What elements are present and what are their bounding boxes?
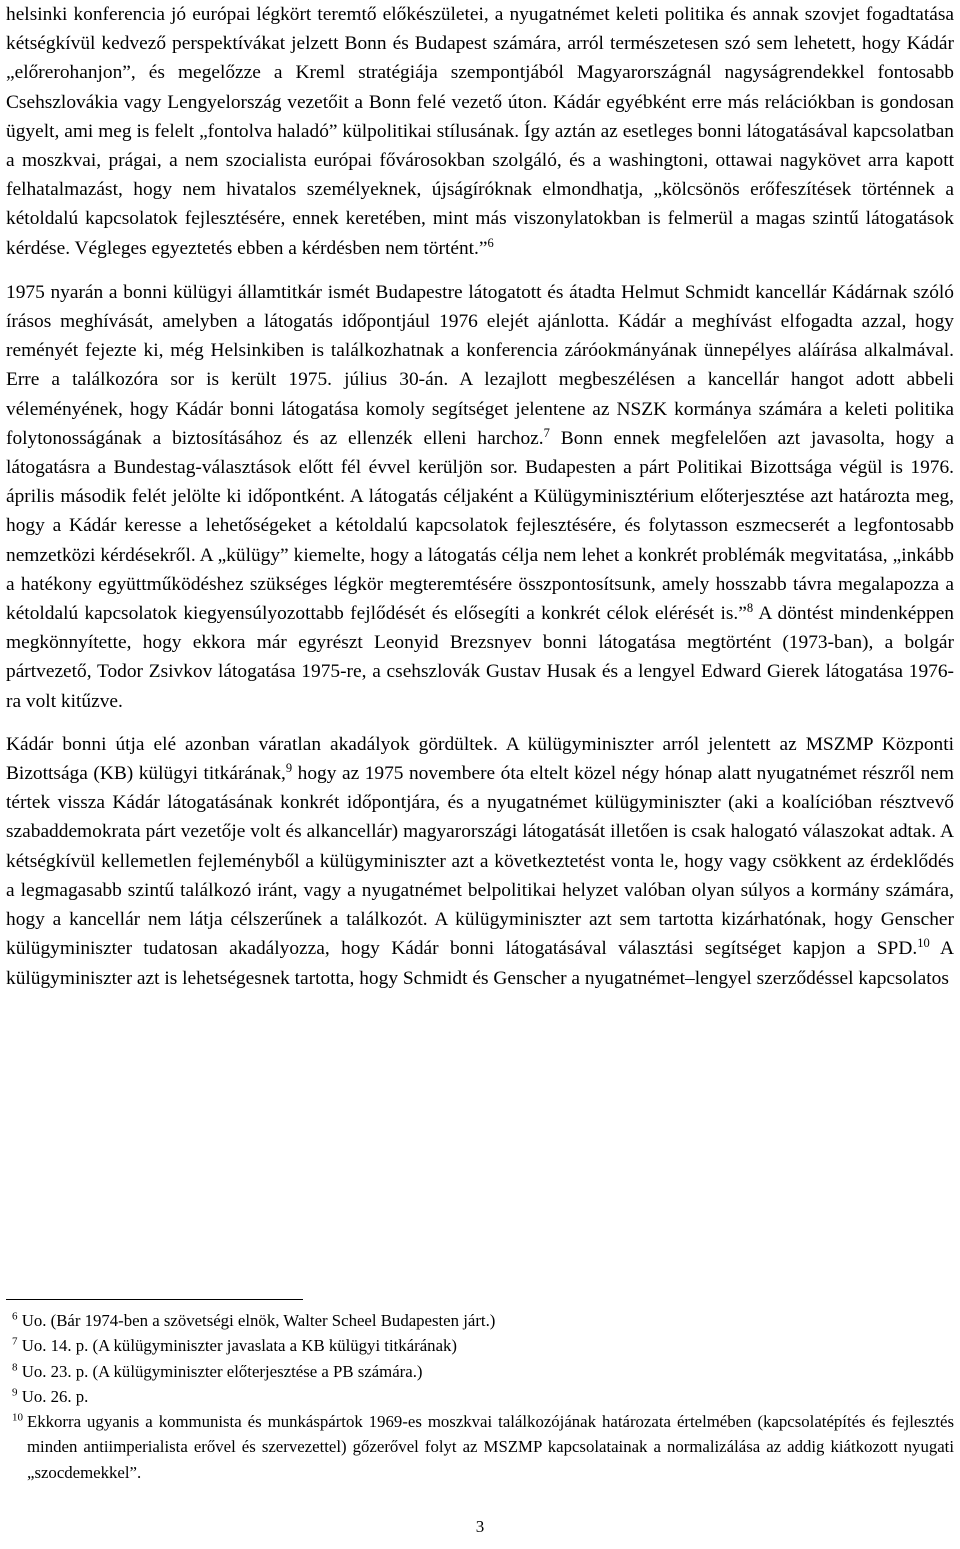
body-text bbox=[6, 0, 954, 993]
footnote bbox=[6, 1308, 954, 1333]
footnote-text: Uo. 23. p. (A külügyminiszter előterjesztése a PB számára.) bbox=[21, 1361, 423, 1381]
footnote bbox=[6, 1409, 954, 1485]
footnote-text: Uo. (Bár 1974-ben a szövetségi elnök, Walter Scheel Budapesten járt.) bbox=[21, 1311, 496, 1330]
text-run: A külügyminiszter azt is lehetségesnek tartotta, hogy Schmidt és Genscher a nyugatnémet–lengyel szerződéssel kapcsolatos bbox=[6, 938, 955, 989]
footnote-separator bbox=[6, 1299, 303, 1300]
text-run: Kádár bonni útja elé azonban váratlan akadályok gördültek. A külügyminiszter arról jelentett az MSZMP Központi Bizottsága (KB) külügyi titkárának, bbox=[6, 733, 954, 785]
footnote-ref[interactable]: 6 bbox=[487, 235, 494, 250]
footnote-text: Uo. 26. p. bbox=[21, 1386, 89, 1406]
footnotes bbox=[6, 1308, 954, 1485]
text-run: A döntést mindenképpen megkönnyítette, hogy ekkora már egyrészt Leonyid Brezsnyev bonni látogatása megtörtént (1973-ban), a bolgár pártvezető, Todor Zsivkov látogatása 1975-re, a csehszlovák Gustav Husak és a lengyel Edward Gierek látogatása 1976-ra volt kitűzve. bbox=[6, 603, 955, 712]
footnote-number: 10 bbox=[12, 1411, 23, 1424]
text-run: Bonn ennek megfelelően azt javasolta, hogy a látogatásra a Bundestag-választások előtt fél évvel kerüljön sor. Budapesten a párt Politikai Bizottsága végül is 1976. április második felét jelölte ki időpontként. A látogatás céljaként a Külügyminisztérium előterjesztése azt határozta meg, hogy a Kádár keresse a lehetőségeket a kétoldalú kapcsolatok fejlesztésére, és folytasson eszmecserét a legfontosabb nemzetközi kérdésekről. A „külügy” kiemelte, hogy a látogatás célja nem lehet a konkrét problémák megvitatása, „inkább a hatékony együttműködéshez szükséges légkör megteremtésére összpontosítsunk, amely hosszabb távra megalapozza a kétoldalú kapcsolatok kiegyensúlyozottabb fejlődését és elősegíti a konkrét célok elérését is.” bbox=[6, 427, 954, 625]
footnote bbox=[6, 1359, 954, 1384]
paragraph bbox=[6, 0, 954, 263]
footnote-number: 6 bbox=[12, 1310, 18, 1323]
footnote bbox=[6, 1384, 954, 1409]
footnote-ref[interactable]: 9 bbox=[285, 761, 293, 776]
footnote-number: 8 bbox=[12, 1361, 18, 1373]
footnote bbox=[6, 1333, 954, 1358]
paragraph bbox=[6, 278, 954, 716]
text-run: helsinki konferencia jó európai légkört teremtő előkészületei, a nyugatnémet keleti politika és annak szovjet fogadtatása kétségkívül kedvező perspektívákat jelzett Bonn és Budapest számára, arról természetesen szó sem lehetett, hogy Kádár „előrerohanjon”, és megelőzze a Kreml stratégiája szempontjából Magyarországnál nagyságrendekkel fontosabb Csehszlovákia vagy Lengyelország vezetőit a Bonn felé vezető úton. Kádár egyébként erre más relációkban is gondosan ügyelt, ami meg is felelt „fontolva haladó” külpolitikai stílusának. Így aztán az esetleges bonni látogatásával kapcsolatban a moszkvai, prágai, a nem szocialista európai fővárosokban szolgáló, és a washingtoni, ottawai nagykövet arra kapott felhatalmazást, hogy nem hivatalos személyeknek, újságíróknak elmondhatja, „kölcsönös erőfeszítések történnek a kétoldalú kapcsolatok fejlesztésére, ennek keretében, mint más viszonylatokban is felmerül a magas szintű látogatások kérdése. Végleges egyeztetés ebben a kérdésben nem történt.” bbox=[6, 4, 954, 259]
page-number: 3 bbox=[475, 1517, 485, 1536]
text-run: hogy az 1975 novembere óta eltelt közel négy hónap alatt nyugatnémet részről nem tértek vissza Kádár látogatásának konkrét időpontjára, és a nyugatnémet külügyminiszter (aki a koalícióban résztvevő szabaddemokrata párt vezetője volt és alkancellár) magyarországi látogatását illetően is csak halogató válaszokat adtak. A kétségkívül kellemetlen fejleményből a külügyminiszter azt a következtetést vonta le, hogy vagy csökkent az érdeklődés a legmagasabb szintű találkozó iránt, vagy a nyugatnémet belpolitikai helyzet valóban olyan súlyos a kormány számára, hogy a kancellár nem látja célszerűnek a találkozót. A külügyminiszter azt sem tartotta kizárhatónak, hogy Genscher külügyminiszter tudatosan akadályozza, hogy Kádár bonni látogatásával választási segítséget kapjon a SPD. bbox=[6, 763, 954, 960]
footnote-text: Ekkorra ugyanis a kommunista és munkáspártok 1969-es moszkvai találkozójának határozata értelmében (kapcsolatépítés és fejlesztés minden antiimperialista erővel és szervezettel) gőzerővel folyt az MSZMP kapcsolatainak a normalizálása az addig kiátkozott nyugati „szocdemekkel”. bbox=[27, 1412, 954, 1482]
paragraph bbox=[6, 730, 954, 993]
footnote-text: Uo. 14. p. (A külügyminiszter javaslata a KB külügyi titkárának) bbox=[21, 1336, 457, 1356]
footnote-number: 9 bbox=[12, 1386, 18, 1399]
footnote-ref[interactable]: 7 bbox=[543, 425, 550, 440]
footnote-ref[interactable]: 10 bbox=[917, 936, 930, 951]
footnote-number: 7 bbox=[12, 1335, 18, 1348]
footnote-ref[interactable]: 8 bbox=[746, 601, 754, 616]
text-run: 1975 nyarán a bonni külügyi államtitkár ismét Budapestre látogatott és átadta Helmut Schmidt kancellár Kádárnak szóló írásos meghívását, amelyben a látogatás időpontjául 1976 elejét ajánlotta. Kádár a meghívást elfogadta azzal, hogy reményét fejezte ki, még Helsinkiben is találkozhatnak a konferencia záróokmányának ünnepélyes aláírása alkalmával. Erre a találkozóra sor is került 1975. július 30-án. A lezajlott megbeszélésen a kancellár hangot adott abbeli véleményének, hogy Kádár bonni látogatása komoly segítséget jelentene az NSZK kormánya számára a keleti politika folytonosságának a biztosításához és az ellenzék elleni harchoz. bbox=[6, 281, 954, 449]
